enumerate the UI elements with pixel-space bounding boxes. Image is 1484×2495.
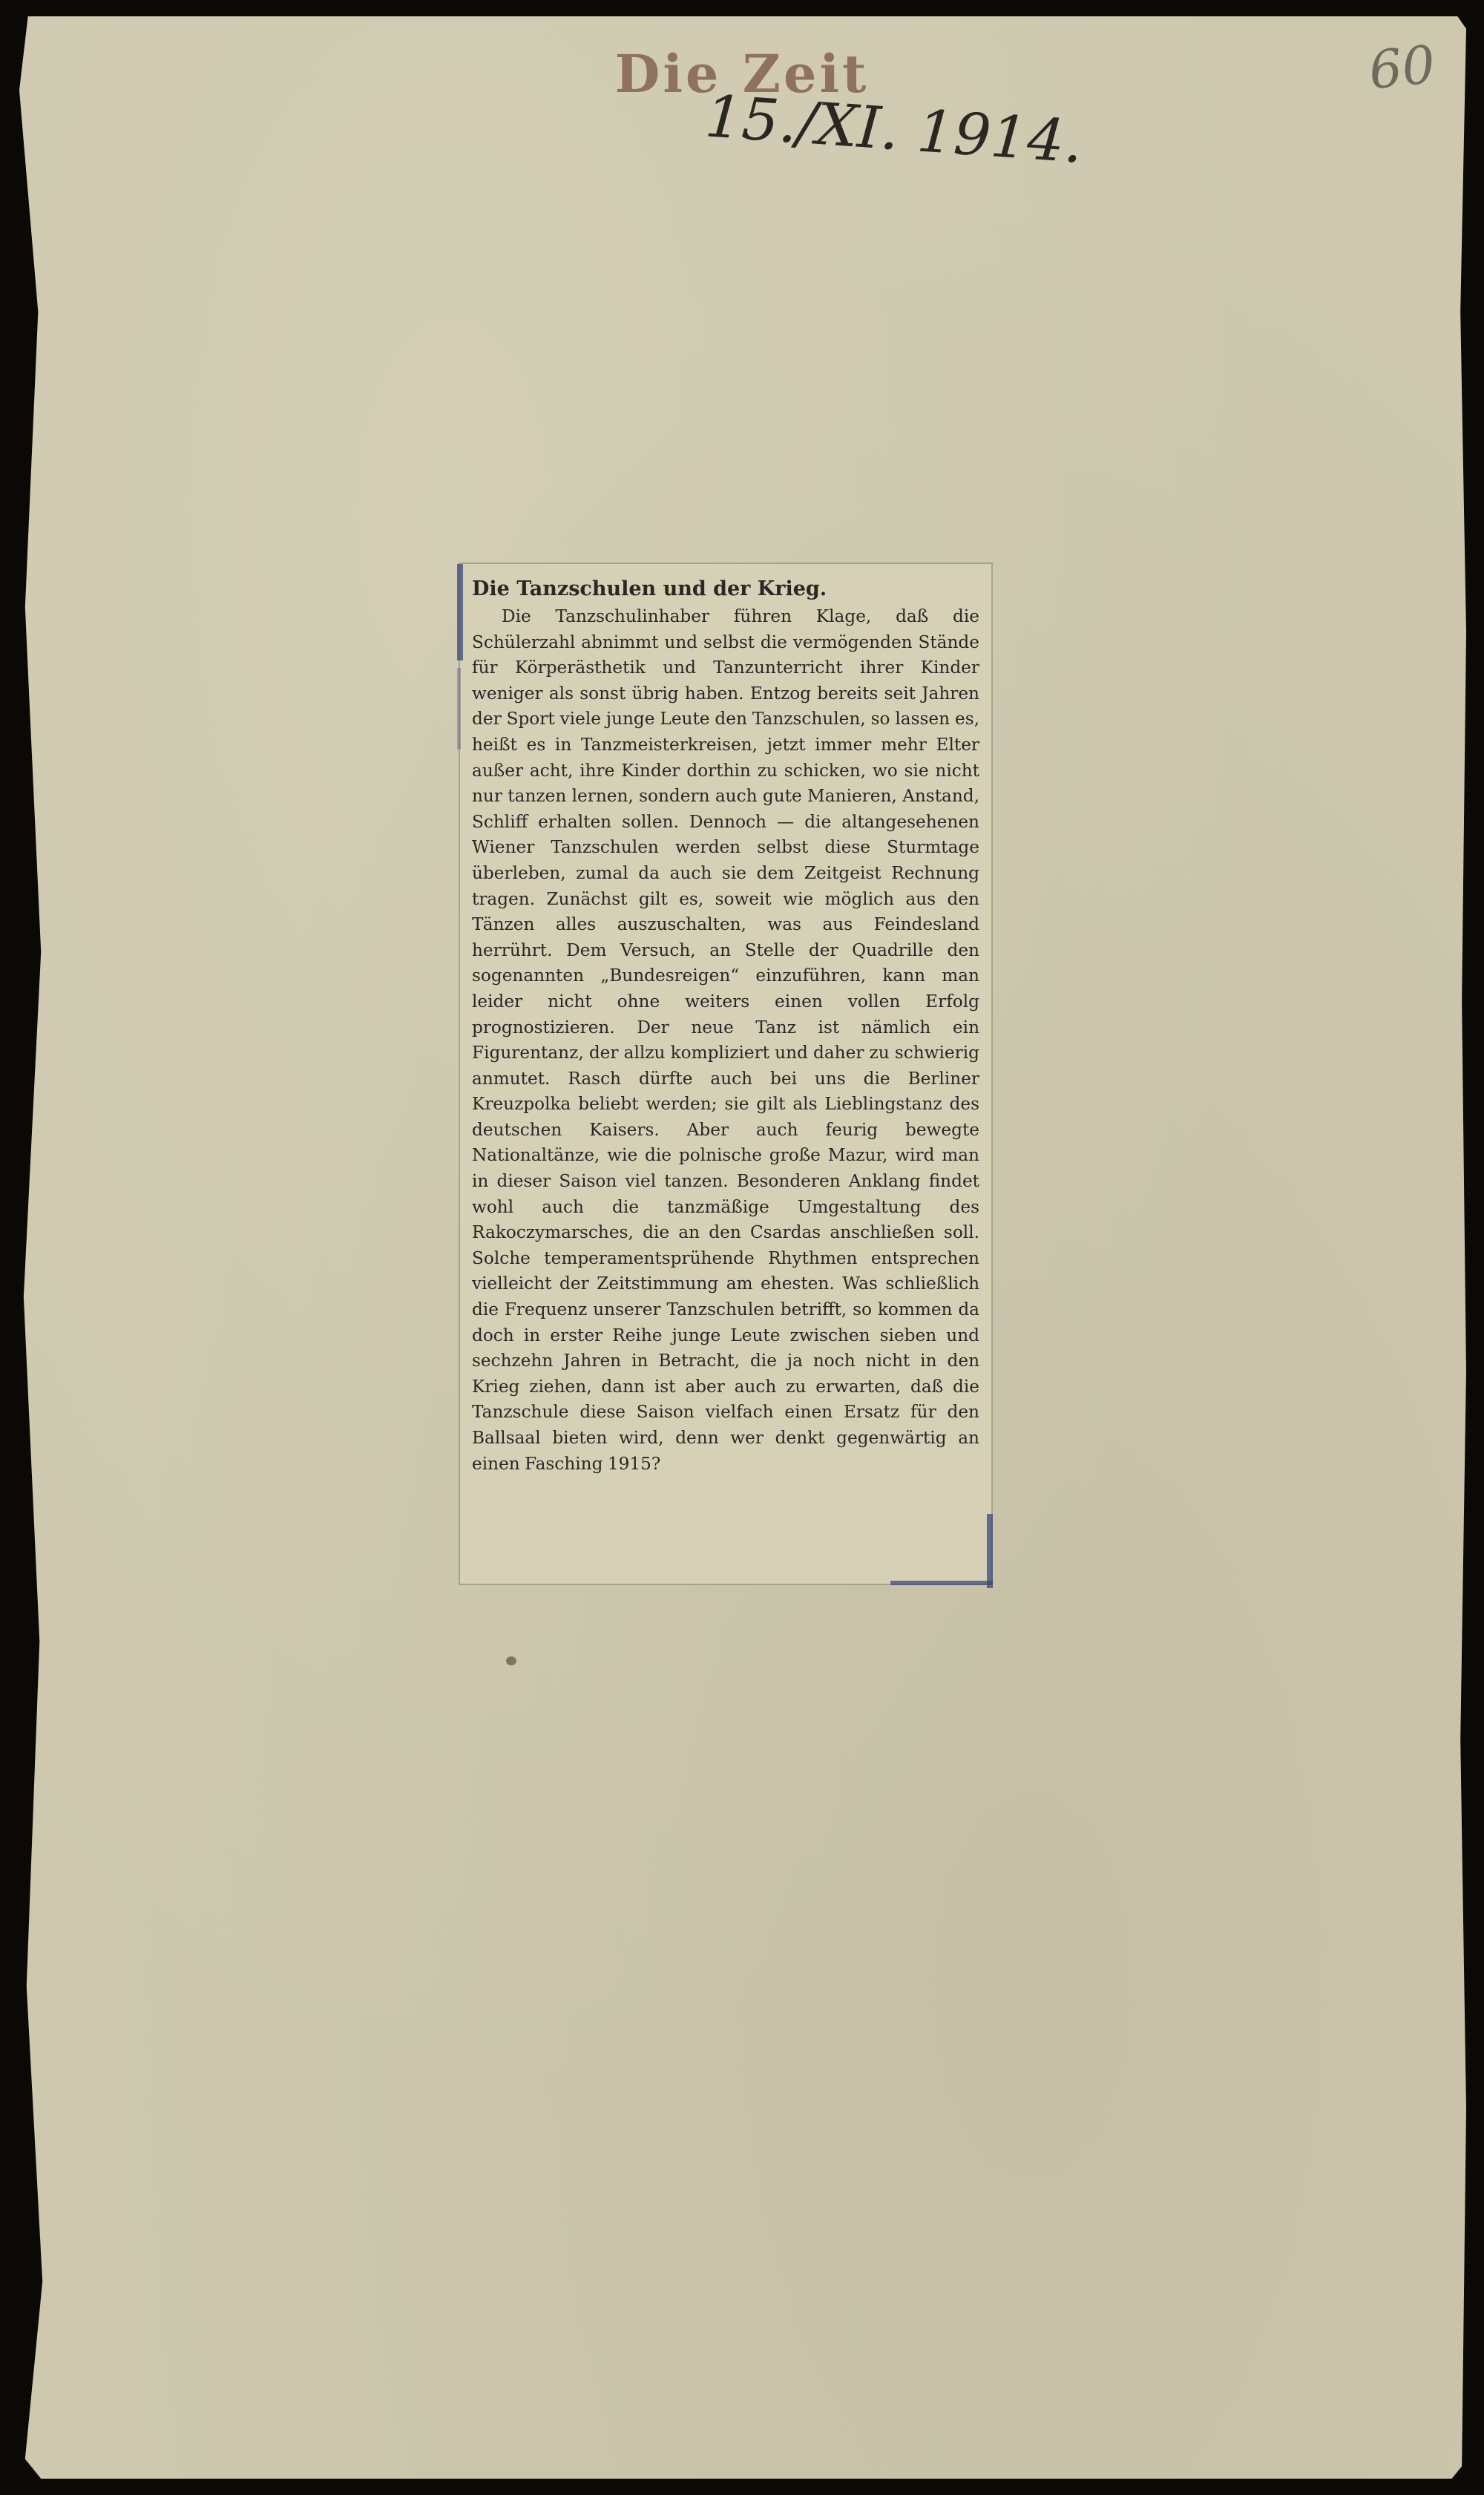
blue-pencil-mark-left: [457, 564, 463, 660]
ink-smudge: [506, 1656, 516, 1665]
blue-pencil-mark-right: [987, 1514, 993, 1588]
newspaper-stamp: Die Zeit: [614, 43, 870, 105]
article-body: Die Tanzschulinhaber führen Klage, daß die Schülerzahl abnimmt und selbst die vermögenden Stände für Körperästhetik und Tanzunterricht ihrer Kinder weniger als sonst übrig haben. Entzog bereits seit Jahren der Sport viele junge Leute den Tanzschulen, so lassen es, heißt es in Tanzmeisterkreisen, jetzt immer mehr Elter außer acht, ihre Kinder dorthin zu schicken, wo sie nicht nur tanzen lernen, sondern auch gute Manieren, Anstand, Schliff erhalten sollen. Dennoch — die altangesehenen Wiener Tanzschulen werden selbst diese Sturmtage überleben, zumal da auch sie dem Zeitgeist Rechnung tragen. Zunächst gilt es, soweit wie möglich aus den Tänzen alles auszuschalten, was aus Feindesland herrührt. Dem Versuch, an Stelle der Quadrille den sogenannten „Bundesreigen“ einzuführen, kann man leider nicht ohne weiters einen vollen Erfolg prognostizieren. Der neue Tanz ist nämlich ein Figurentanz, der allzu kompliziert und daher zu schwierig anmutet. Rasch dürfte auch bei uns die Berliner Kreuzpolka beliebt werden; sie gilt als Lieblingstanz des deutschen Kaisers. Aber auch feurig bewegte Nationaltänze, wie die polnische große Mazur, wird man in dieser Saison viel tanzen. Besonderen Anklang findet wohl auch die tanzmäßige Umgestaltung des Rakoczymarsches, die an den Csardas anschließen soll. Solche temperamentsprühende Rhythmen entsprechen vielleicht der Zeitstimmung am ehesten. Was schließlich die Frequenz unserer Tanzschulen betrifft, so kommen da doch in erster Reihe junge Leute zwischen sieben und sechzehn Jahren in Betracht, die ja noch nicht in den Krieg ziehen, dann ist aber auch zu erwarten, daß die Tanzschule diese Saison vielfach einen Ersatz für den Ballsaal bieten wird, denn wer denkt gegenwärtig an einen Fasching 1915?: [472, 606, 979, 1474]
page-number: 60: [1365, 33, 1439, 102]
blue-pencil-mark-bottom: [890, 1581, 993, 1585]
article-title: Die Tanzschulen und der Krieg.: [472, 577, 827, 600]
article: [472, 577, 979, 1477]
blue-pencil-mark-left-faint: [457, 668, 461, 750]
handwritten-date: 15./XI. 1914.: [703, 83, 1086, 177]
